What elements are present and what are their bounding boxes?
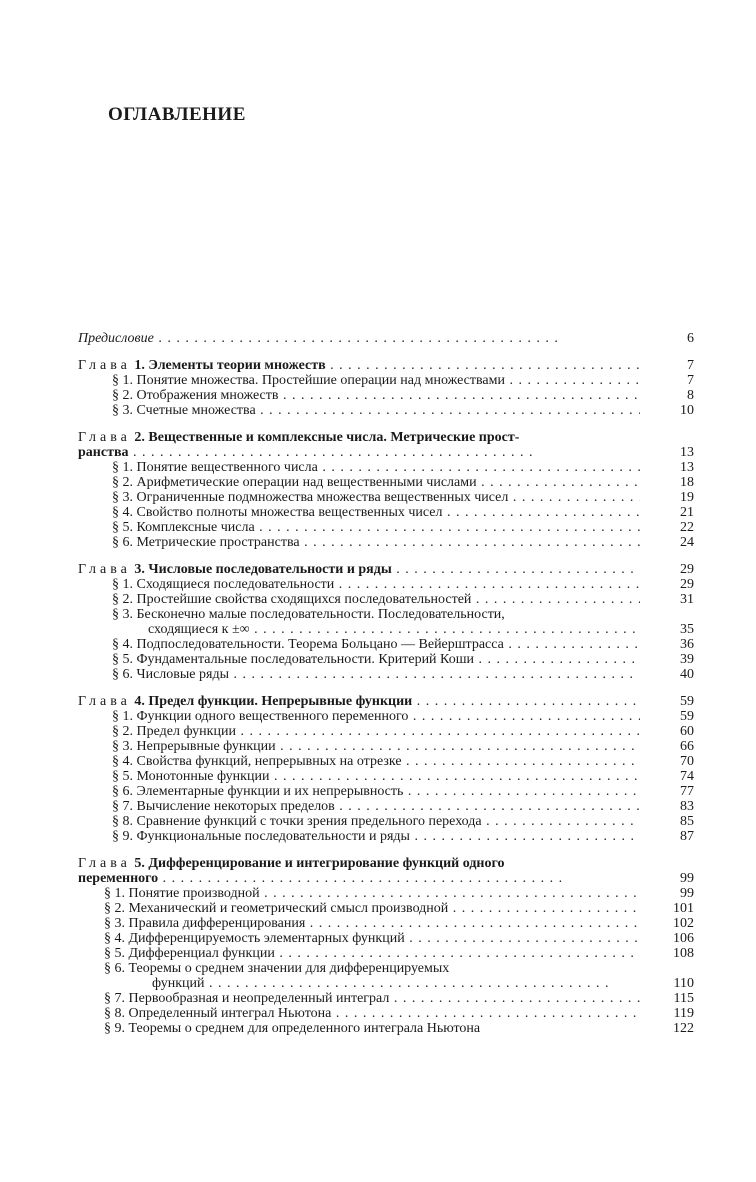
toc-section[interactable]	[78, 388, 694, 403]
toc-section[interactable]	[78, 520, 694, 535]
section-number: § 1.	[104, 886, 125, 901]
toc-section[interactable]	[78, 991, 694, 1006]
toc-section[interactable]	[78, 373, 694, 388]
page-number: 59	[646, 709, 694, 724]
chapter-title: Числовые последовательности и ряды	[148, 562, 392, 577]
toc-section[interactable]	[78, 667, 694, 682]
section-title-line1: Бесконечно малые последовательности. Последовательности,	[136, 607, 505, 622]
section-number: § 3.	[112, 403, 133, 418]
page-number: 66	[646, 739, 694, 754]
toc-chapter-3[interactable]	[78, 562, 694, 577]
section-title: Вычисление некоторых пределов	[136, 799, 335, 814]
page-number: 6	[646, 331, 694, 346]
preface-title: Предисловие	[78, 331, 154, 346]
page-number: 70	[646, 754, 694, 769]
toc-section[interactable]	[78, 490, 694, 505]
page-number: 31	[646, 592, 694, 607]
chapter-title: Элементы теории множеств	[148, 358, 326, 373]
page-number: 13	[646, 445, 694, 460]
page-number: 40	[646, 667, 694, 682]
chapter-label: Глава	[78, 856, 131, 871]
section-number: § 4.	[112, 754, 133, 769]
page-number: 21	[646, 505, 694, 520]
toc-section[interactable]	[78, 460, 694, 475]
section-number: § 5.	[104, 946, 125, 961]
toc-section[interactable]	[78, 607, 694, 622]
page-number: 29	[646, 562, 694, 577]
section-number: § 2.	[112, 724, 133, 739]
chapter-number: 4.	[134, 694, 145, 709]
toc-section[interactable]	[78, 799, 694, 814]
section-number: § 8.	[112, 814, 133, 829]
section-number: § 2.	[112, 475, 133, 490]
section-number: § 8.	[104, 1006, 125, 1021]
page-number: 85	[646, 814, 694, 829]
section-title: Ограниченные подмножества множества вещественных чисел	[136, 490, 509, 505]
section-title: Монотонные функции	[136, 769, 270, 784]
section-title: Понятие производной	[128, 886, 260, 901]
section-number: § 1.	[112, 577, 133, 592]
section-title: Подпоследовательности. Теорема Больцано — Вейерштрасса	[136, 637, 504, 652]
table-of-contents	[78, 331, 694, 1036]
toc-section[interactable]	[78, 961, 694, 976]
section-title: Функции одного вещественного переменного	[136, 709, 409, 724]
page-number: 19	[646, 490, 694, 505]
section-number: § 4.	[112, 637, 133, 652]
section-number: § 6.	[104, 961, 125, 976]
toc-chapter-5[interactable]	[78, 856, 694, 871]
section-title: Понятие вещественного числа	[136, 460, 318, 475]
section-number: § 1.	[112, 373, 133, 388]
chapter-number: 1.	[134, 358, 145, 373]
toc-section[interactable]	[78, 403, 694, 418]
toc-section[interactable]	[78, 592, 694, 607]
page-number: 36	[646, 637, 694, 652]
toc-section[interactable]	[78, 931, 694, 946]
section-title: Простейшие свойства сходящихся последовательностей	[136, 592, 472, 607]
chapter-number: 2.	[134, 430, 145, 445]
page-number: 59	[646, 694, 694, 709]
chapter-label: Глава	[78, 562, 131, 577]
toc-section[interactable]	[78, 769, 694, 784]
section-title: Свойство полноты множества вещественных чисел	[136, 505, 443, 520]
page-number: 122	[646, 1021, 694, 1036]
page-number: 22	[646, 520, 694, 535]
chapter-number: 5.	[134, 856, 145, 871]
section-number: § 3.	[112, 607, 133, 622]
chapter-title-line2: ранства	[78, 445, 129, 460]
toc-section[interactable]	[78, 652, 694, 667]
page-number: 8	[646, 388, 694, 403]
section-title: Отображения множеств	[136, 388, 279, 403]
section-number: § 1.	[112, 460, 133, 475]
toc-section[interactable]	[78, 637, 694, 652]
section-number: § 5.	[112, 520, 133, 535]
chapter-title-line1: Вещественные и комплексные числа. Метрические прост-	[148, 430, 520, 445]
section-title: Функциональные последовательности и ряды	[136, 829, 410, 844]
page-number: 7	[646, 373, 694, 388]
page-number: 87	[646, 829, 694, 844]
chapter-number: 3.	[134, 562, 145, 577]
toc-section[interactable]	[78, 886, 694, 901]
section-title: Сравнение функций с точки зрения предельного перехода	[136, 814, 482, 829]
toc-section[interactable]	[78, 724, 694, 739]
section-title: Фундаментальные последовательности. Критерий Коши	[136, 652, 474, 667]
page-number: 60	[646, 724, 694, 739]
chapter-title-line2: переменного	[78, 871, 159, 886]
page-number: 108	[646, 946, 694, 961]
page-number: 13	[646, 460, 694, 475]
section-title: Первообразная и неопределенный интеграл	[128, 991, 390, 1006]
toc-section-cont[interactable]	[78, 976, 694, 991]
section-title-line2: функций	[152, 976, 205, 991]
section-title: Элементарные функции и их непрерывность	[136, 784, 404, 799]
toc-section[interactable]	[78, 814, 694, 829]
section-number: § 3.	[112, 490, 133, 505]
section-title: Непрерывные функции	[136, 739, 276, 754]
section-title: Счетные множества	[136, 403, 256, 418]
toc-section[interactable]	[78, 577, 694, 592]
section-number: § 6.	[112, 535, 133, 550]
toc-entry-preface[interactable]	[78, 331, 694, 346]
section-title: Определенный интеграл Ньютона	[128, 1006, 332, 1021]
page-number: 18	[646, 475, 694, 490]
section-title: Сходящиеся последовательности	[136, 577, 335, 592]
page-title: ОГЛАВЛЕНИЕ	[108, 104, 246, 125]
toc-chapter-2[interactable]	[78, 430, 694, 445]
page-number: 106	[646, 931, 694, 946]
section-title: Метрические пространства	[136, 535, 300, 550]
page-number: 115	[646, 991, 694, 1006]
chapter-label: Глава	[78, 430, 131, 445]
section-number: § 5.	[112, 769, 133, 784]
chapter-label: Глава	[78, 694, 131, 709]
page-number: 39	[646, 652, 694, 667]
page-number: 119	[646, 1006, 694, 1021]
page-number: 24	[646, 535, 694, 550]
toc-section[interactable]	[78, 946, 694, 961]
section-number: § 6.	[112, 784, 133, 799]
section-title: Арифметические операции над вещественными числами	[136, 475, 477, 490]
section-number: § 9.	[104, 1021, 125, 1036]
section-number: § 9.	[112, 829, 133, 844]
toc-section[interactable]	[78, 901, 694, 916]
page-number: 99	[646, 886, 694, 901]
section-title: Дифференцируемость элементарных функций	[128, 931, 405, 946]
page-number: 35	[646, 622, 694, 637]
page-number: 102	[646, 916, 694, 931]
section-number: § 6.	[112, 667, 133, 682]
section-number: § 1.	[112, 709, 133, 724]
toc-section[interactable]	[78, 1006, 694, 1021]
toc-chapter-5-cont[interactable]	[78, 871, 694, 886]
section-title: Дифференциал функции	[128, 946, 275, 961]
chapter-title: Предел функции. Непрерывные функции	[148, 694, 413, 709]
toc-section[interactable]	[78, 739, 694, 754]
section-number: § 2.	[112, 592, 133, 607]
toc-section[interactable]	[78, 535, 694, 550]
toc-chapter-1[interactable]	[78, 358, 694, 373]
chapter-label: Глава	[78, 358, 131, 373]
page-number: 77	[646, 784, 694, 799]
page-number: 7	[646, 358, 694, 373]
page-number: 10	[646, 403, 694, 418]
section-title: Комплексные числа	[136, 520, 255, 535]
toc-section[interactable]	[78, 829, 694, 844]
section-number: § 2.	[112, 388, 133, 403]
section-title-line1: Теоремы о среднем значении для дифференцируемых	[128, 961, 450, 976]
page-number: 29	[646, 577, 694, 592]
page-number: 99	[646, 871, 694, 886]
chapter-title-line1: Дифференцирование и интегрирование функций одного	[148, 856, 505, 871]
section-number: § 3.	[104, 916, 125, 931]
section-title: Теоремы о среднем для определенного интеграла Ньютона	[128, 1021, 481, 1036]
toc-section[interactable]	[78, 784, 694, 799]
section-title: Свойства функций, непрерывных на отрезке	[136, 754, 402, 769]
toc-chapter-4[interactable]	[78, 694, 694, 709]
section-title: Правила дифференцирования	[128, 916, 306, 931]
page-number: 83	[646, 799, 694, 814]
page-number: 74	[646, 769, 694, 784]
section-title: Предел функции	[136, 724, 236, 739]
section-number: § 7.	[104, 991, 125, 1006]
toc-section[interactable]	[78, 505, 694, 520]
section-title: Понятие множества. Простейшие операции над множествами	[136, 373, 505, 388]
section-title-line2: сходящиеся к ±∞	[148, 622, 250, 637]
section-number: § 3.	[112, 739, 133, 754]
page-number: 101	[646, 901, 694, 916]
toc-section[interactable]	[78, 709, 694, 724]
section-number: § 4.	[104, 931, 125, 946]
page-number: 110	[646, 976, 694, 991]
section-number: § 5.	[112, 652, 133, 667]
toc-section[interactable]	[78, 475, 694, 490]
section-number: § 2.	[104, 901, 125, 916]
section-number: § 7.	[112, 799, 133, 814]
toc-chapter-2-cont[interactable]	[78, 445, 694, 460]
toc-section[interactable]	[78, 754, 694, 769]
section-title: Числовые ряды	[136, 667, 229, 682]
section-title: Механический и геометрический смысл производной	[128, 901, 449, 916]
toc-section[interactable]	[78, 916, 694, 931]
toc-section[interactable]	[78, 1021, 694, 1036]
toc-section-cont[interactable]	[78, 622, 694, 637]
section-number: § 4.	[112, 505, 133, 520]
